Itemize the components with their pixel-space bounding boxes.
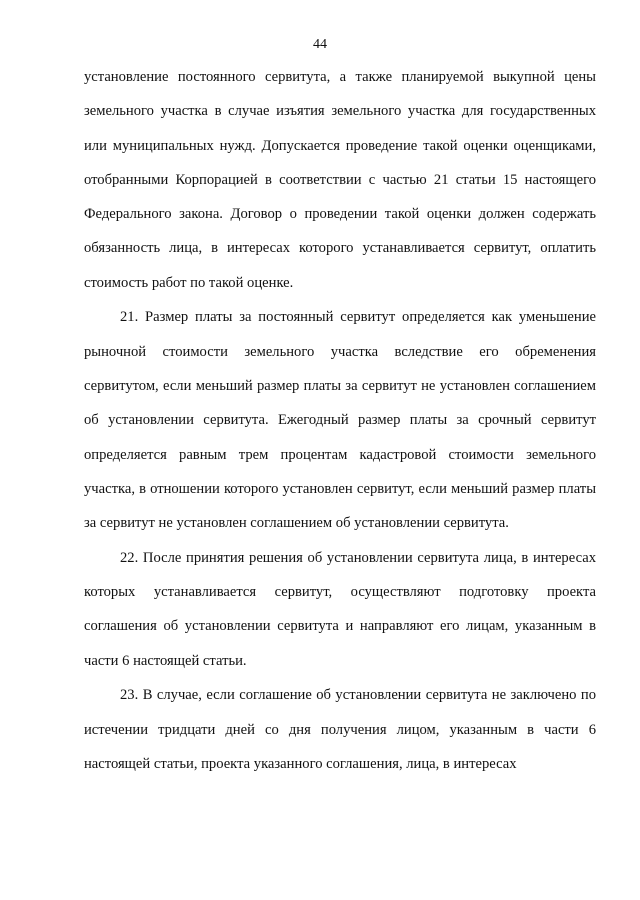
paragraph-23: 23. В случае, если соглашение об установлении сервитута не заключено по истечении тридцати дней со дня получения лицом, указанным в части 6 настоящей статьи, проекта указанного соглашения, лица, в интересах [84, 687, 596, 772]
paragraph-22: 22. После принятия решения об установлении сервитута лица, в интересах которых устанавливается сервитут, осуществляют подготовку проекта соглашения об установлении сервитута и направляют его лицам, указанным в части 6 настоящей статьи. [84, 549, 596, 669]
page-body [84, 60, 596, 781]
paragraph-continuation: установление постоянного сервитута, а также планируемой выкупной цены земельного участка в случае изъятия земельного участка для государственных или муниципальных нужд. Допускается проведение такой оценки оценщиками, отобранными Корпорацией в соответствии с частью 21 статьи 15 настоящего Федерального закона. Договор о проведении такой оценки должен содержать обязанность лица, в интересах которого устанавливается сервитут, оплатить стоимость работ по такой оценке. [84, 69, 596, 291]
paragraph-21: 21. Размер платы за постоянный сервитут определяется как уменьшение рыночной стоимости земельного участка вследствие его обременения сервитутом, если меньший размер платы за сервитут не установлен соглашением об установлении сервитута. Ежегодный размер платы за срочный сервитут определяется равным трем процентам кадастровой стоимости земельного участка, в отношении которого установлен сервитут, если меньший размер платы за сервитут не установлен соглашением об установлении сервитута. [84, 309, 596, 532]
page-number: 44 [313, 37, 327, 52]
